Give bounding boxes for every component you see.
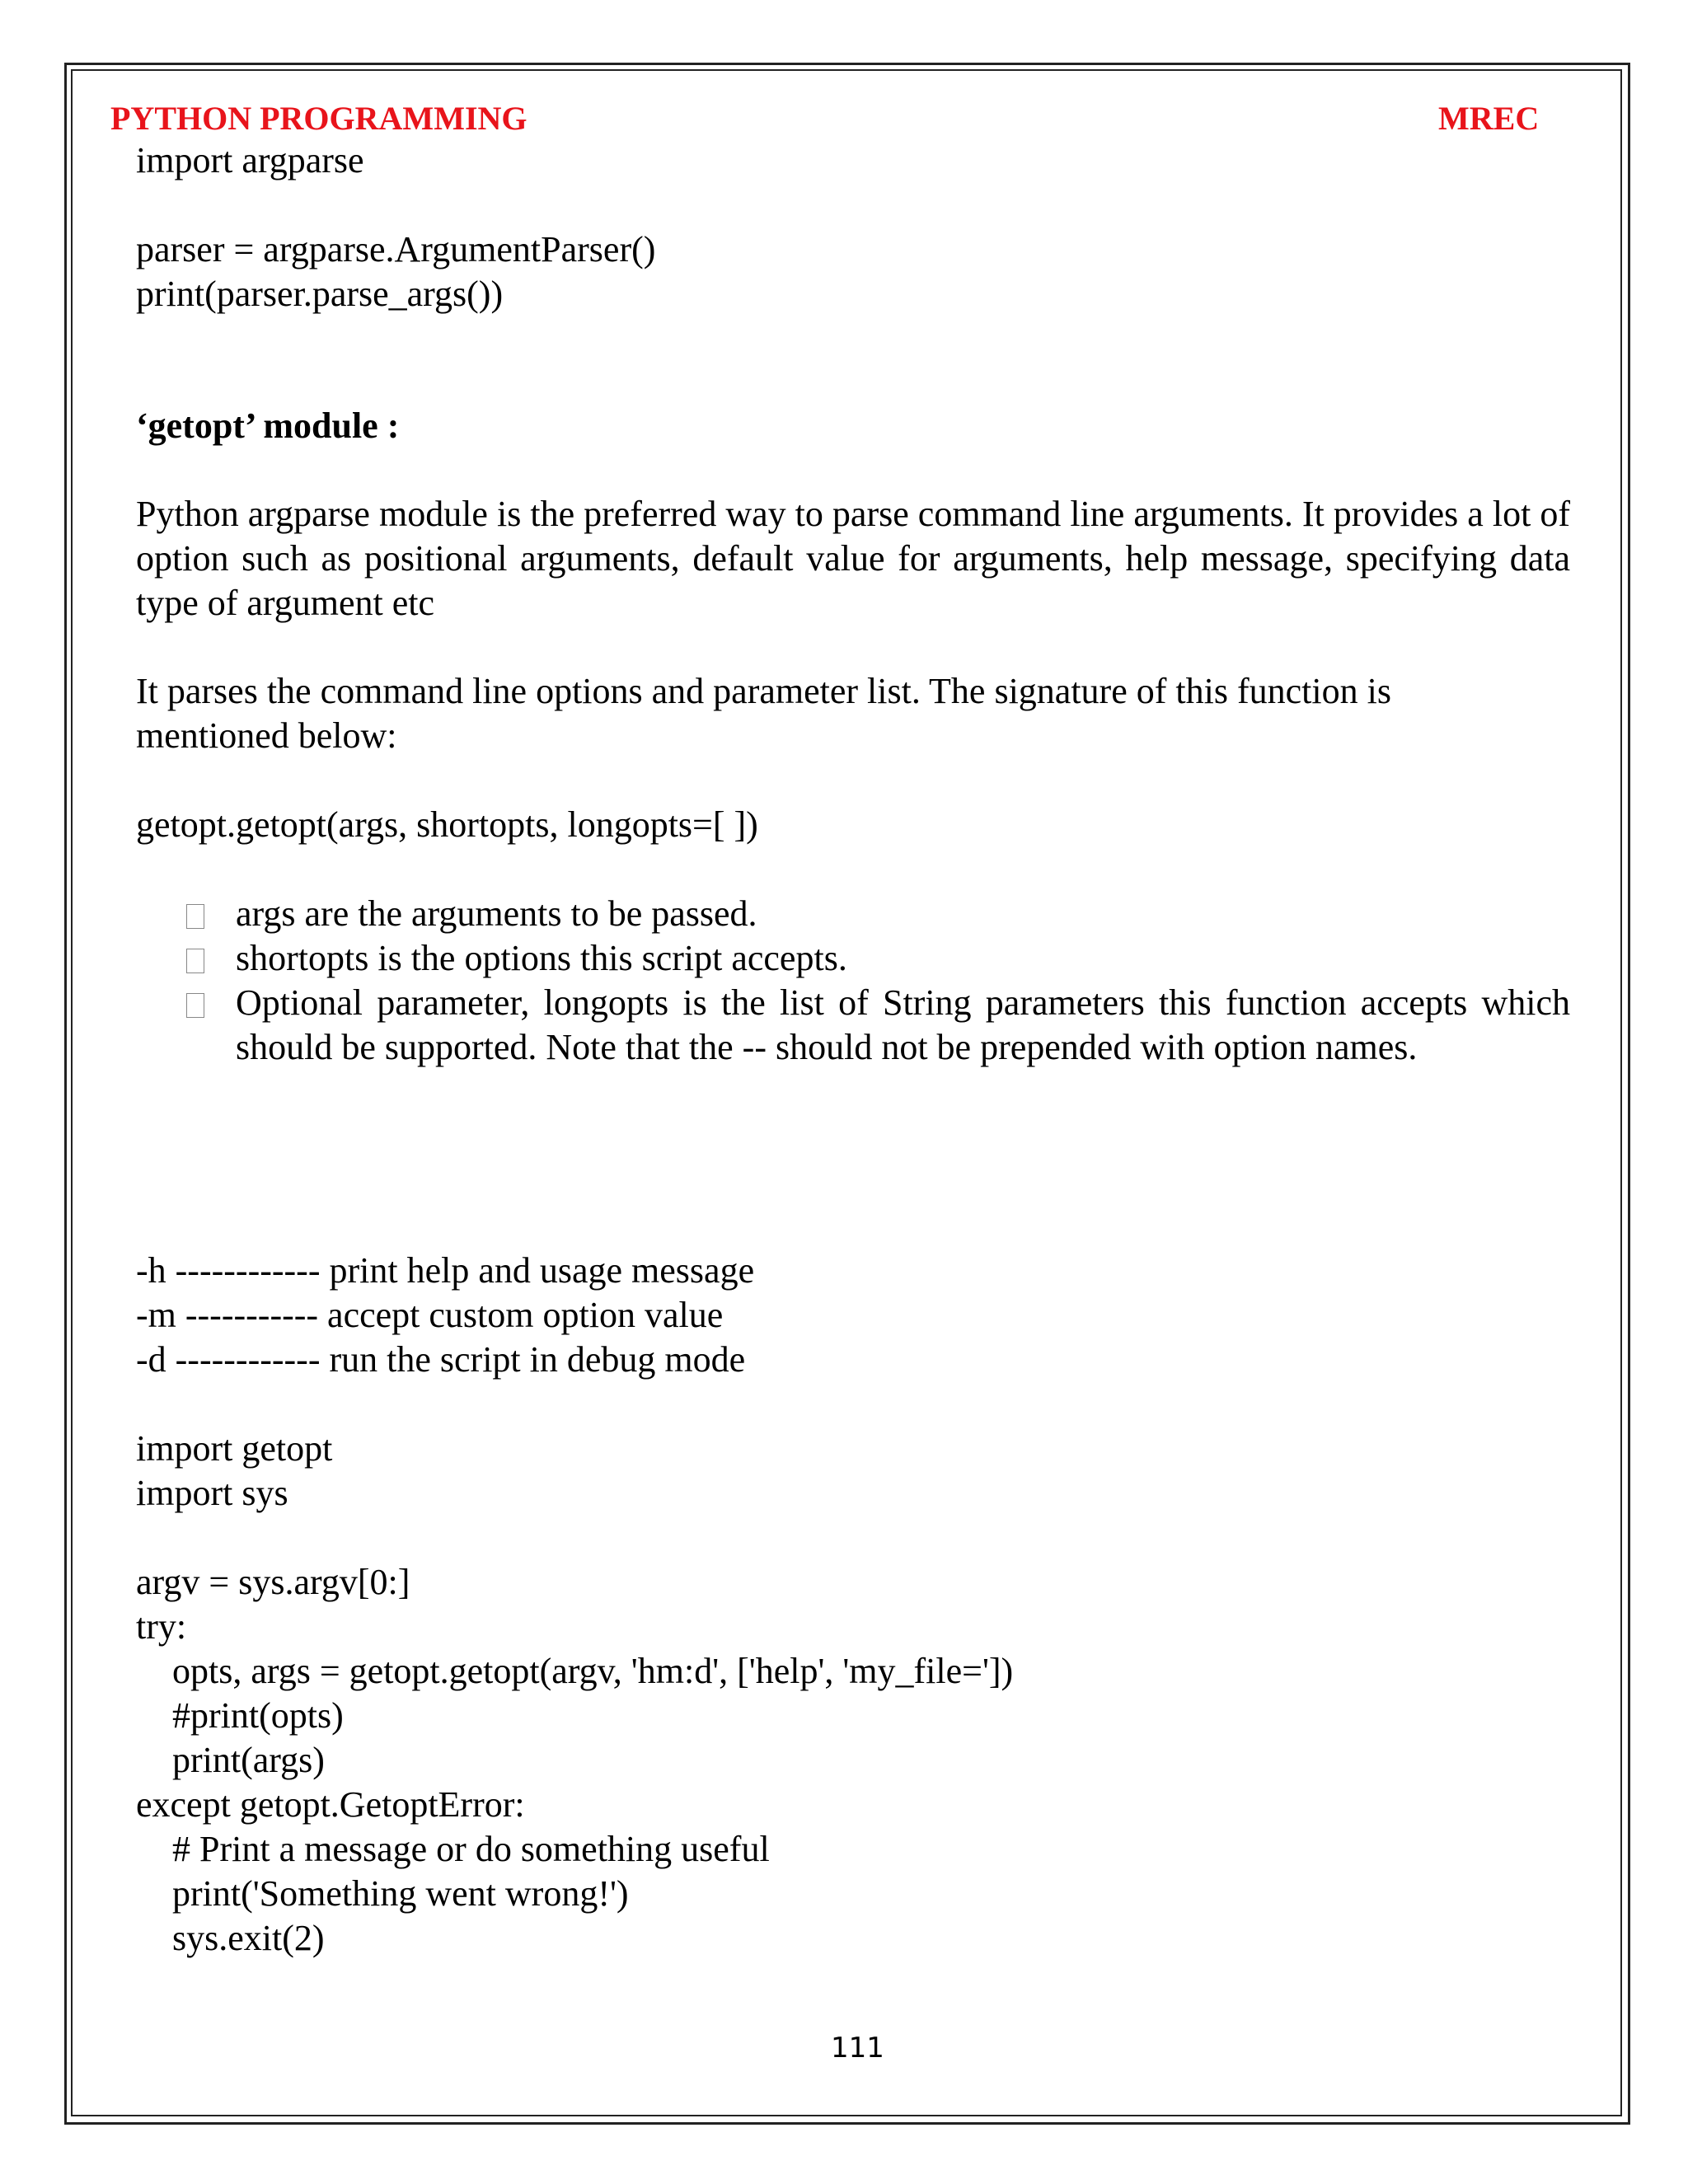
code-line: opts, args = getopt.getopt(argv, 'hm:d', ['help', 'my_file=']) xyxy=(136,1651,1014,1691)
code-line: print(args) xyxy=(136,1740,325,1780)
option-line: -m ----------- accept custom option value xyxy=(136,1295,724,1335)
header-right: MREC xyxy=(1438,100,1540,137)
code-line: import sys xyxy=(136,1473,288,1513)
code-line: import argparse xyxy=(136,140,364,180)
code-line: #print(opts) xyxy=(136,1695,344,1736)
page-number: 111 xyxy=(831,2032,884,2064)
code-line: parser = argparse.ArgumentParser() xyxy=(136,229,656,269)
code-line: argv = sys.argv[0:] xyxy=(136,1562,410,1602)
bullet-item: args are the arguments to be passed. xyxy=(236,893,757,934)
code-line: try: xyxy=(136,1606,187,1647)
code-line: sys.exit(2) xyxy=(136,1918,325,1958)
bullet-item xyxy=(236,981,1570,1070)
code-line: import getopt xyxy=(136,1428,333,1469)
code-line: # Print a message or do something useful xyxy=(136,1829,770,1869)
bullet-icon xyxy=(186,993,204,1018)
paragraph-line: mentioned below: xyxy=(136,715,397,756)
section-heading: ‘getopt’ module : xyxy=(136,405,400,446)
bullet-item: shortopts is the options this script accepts. xyxy=(236,938,847,978)
option-line: -h ------------ print help and usage message xyxy=(136,1250,755,1291)
bullet-text: Optional parameter, longopts is the list of String parameters this function accepts which should be supported. Note that the -- should not be prepended with option names. xyxy=(236,982,1570,1067)
paragraph-argparse xyxy=(136,492,1570,626)
option-line: -d ------------ run the script in debug mode xyxy=(136,1339,746,1380)
code-line: print('Something went wrong!') xyxy=(136,1873,629,1914)
paragraph-line: It parses the command line options and parameter list. The signature of this function is xyxy=(136,671,1391,711)
bullet-icon xyxy=(186,949,204,973)
code-line: print(parser.parse_args()) xyxy=(136,274,504,314)
code-line: except getopt.GetoptError: xyxy=(136,1784,525,1825)
function-signature: getopt.getopt(args, shortopts, longopts=[ ]) xyxy=(136,804,758,845)
paragraph-text: Python argparse module is the preferred way to parse command line arguments. It provides a lot of option such as positional arguments, default value for arguments, help message, specifying data type of argument etc xyxy=(136,494,1570,623)
bullet-icon xyxy=(186,904,204,929)
header-title: PYTHON PROGRAMMING xyxy=(110,100,528,137)
